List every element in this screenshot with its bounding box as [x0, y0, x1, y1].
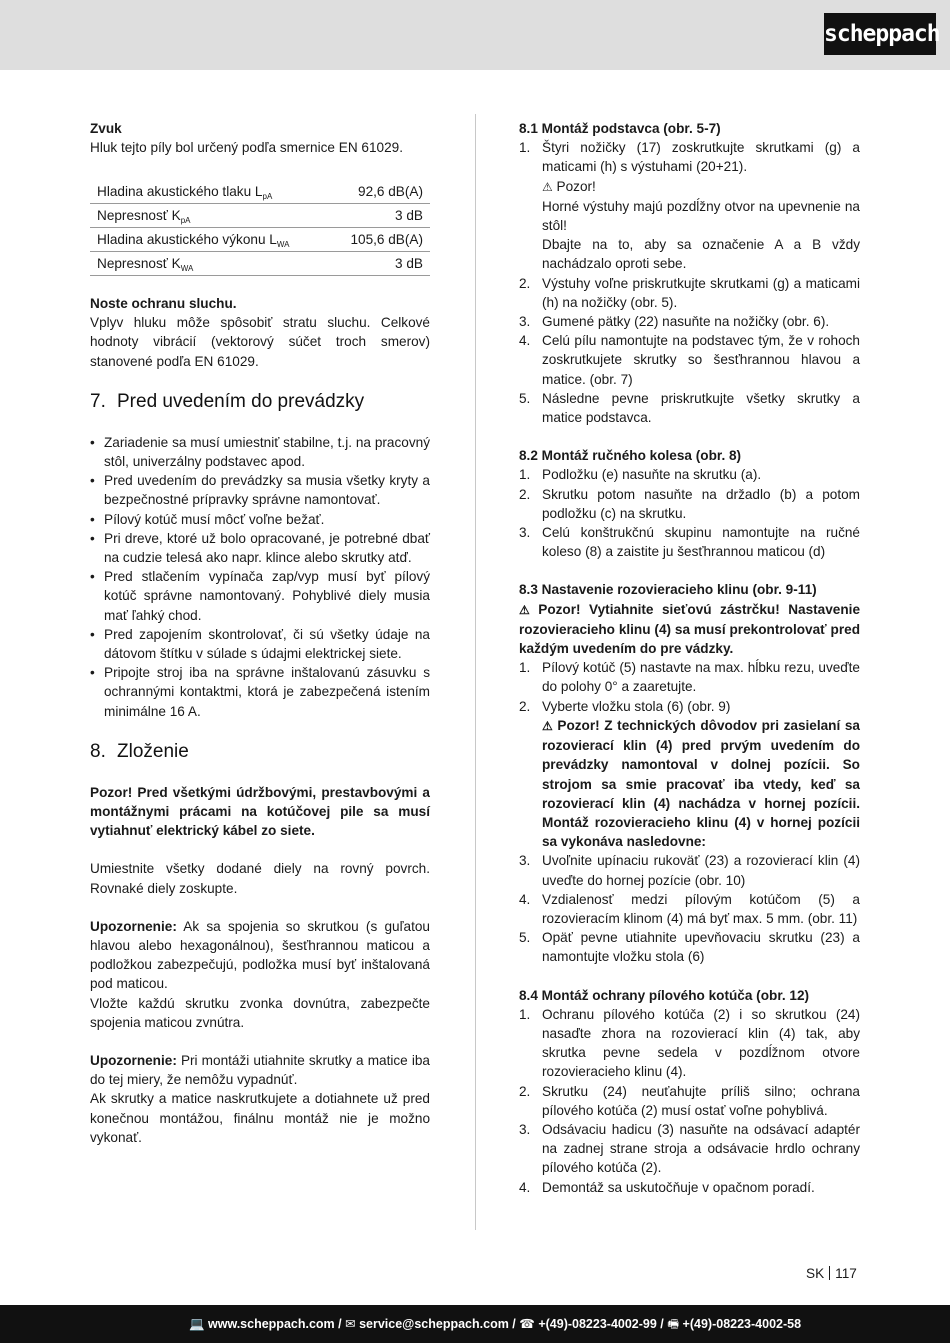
row-label: Hladina akustického tlaku L — [97, 183, 263, 199]
list-item: 1. Pílový kotúč (5) nastavte na max. hĺbku rezu, uveďte do polohy 0° a zaaretujte. — [519, 660, 860, 695]
note-label: Upozornenie: — [90, 918, 177, 934]
note-2 — [90, 1051, 430, 1089]
list-item: 2. Skrutku potom nasuňte na držadlo (b) a potom podložku (c) na skrutku. — [519, 486, 860, 521]
table-row — [90, 251, 430, 275]
section-7-list — [90, 433, 430, 721]
list-item: 2. Vyberte vložku stola (6) (obr. 9) ⚠ Pozor! Z technických dôvodov pri zasielaní sa rozovierací klin (4) pred prvým uvedením do prevádzky namontoval v dolnej pozícii. So strojom sa smie pracovať iba vtedy, keď sa rozovierací klin (4) nachádza v hornej pozícii. Montáž rozovieracieho klinu (4) v hornej pozícii sa vykonáva nasledovne: — [519, 698, 860, 850]
footer-email[interactable]: service@scheppach.com / — [359, 1317, 516, 1331]
note-1 — [90, 917, 430, 994]
mail-icon: ✉ — [345, 1317, 356, 1331]
list-item: 5. Následne pevne priskrutkujte všetky skrutky a matice podstavca. — [519, 390, 860, 426]
list-item: • Pred stlačením vypínača zap/vyp musí byť pílový kotúč správne namontovaný. Pohyblivé diely musia mať ľahký chod. — [90, 567, 430, 625]
sound-text: Hluk tejto píly bol určený podľa smernice EN 61029. — [90, 140, 404, 156]
section-8-2-list — [519, 465, 860, 561]
left-column — [90, 119, 430, 1147]
section-number: 7. — [90, 390, 106, 412]
section-number: 8. — [90, 740, 106, 762]
list-item: 2. Skrutku (24) neuťahujte príliš silno; ochrana pílového kotúča (2) musí ostať voľne pohyblivá. — [519, 1083, 860, 1118]
warning-text: Pozor! Z technických dôvodov pri zasielaní sa rozovierací klin (4) pred prvým uvedením do prevádzky namontoval v dolnej pozícii. So strojom sa smie pracovať iba vtedy, keď sa rozovierací klin (4) nachádza v hornej pozícii. Montáž rozovieracieho klinu (4) v hornej pozícii sa vykonáva nasledovne: — [542, 717, 860, 850]
row-subscript: WA — [180, 263, 194, 273]
list-item: • Pred uvedením do prevádzky sa musia všetky kryty a bezpečnostné prípravky správne namontovať. — [90, 471, 430, 509]
section-8-3-list — [519, 658, 860, 966]
page-index: 117 — [835, 1266, 857, 1281]
note-text: Ak sa spojenia so skrutkou (s guľatou hlavou alebo hexagonálnou), šesťhrannou maticou a podložkou zabezpečujú, podložka musí byť inštalovaná pod maticou. — [90, 918, 430, 992]
sound-heading: Zvuk — [90, 121, 122, 136]
row-value: 105,6 dB(A) — [330, 227, 430, 251]
section-8-heading — [90, 739, 430, 765]
section-7-heading — [90, 389, 430, 415]
warning-icon: ⚠ — [519, 602, 530, 617]
hearing-protection-text: Vplyv hluku môže spôsobiť stratu sluchu. Celkové hodnoty vibrácií (vektorový súčet troch smerov) stanovené podľa EN 61029. — [90, 315, 430, 369]
section-8-4-list — [519, 1005, 860, 1197]
footer-bar — [0, 1305, 950, 1343]
list-item: 1. Štyri nožičky (17) zoskrutkujte skrutkami (g) a maticami (h) s výstuhami (20+21). ⚠ Pozor! Horné výstuhy majú pozdĺžny otvor na upevnenie na stôl! Dbajte na to, aby sa označenie A a B vždy nachádzalo oproti sebe. — [519, 140, 860, 272]
note-2-continued: Ak skrutky a matice naskrutkujete a dotiahnete už pred konečnou montážou, finálnu montáž nie je možno vykonať. — [90, 1091, 430, 1145]
section-8-3-warning: ⚠ Pozor! Vytiahnite sieťovú zástrčku! Nastavenie rozovieracieho klinu (4) sa musí prekontrolovať pred každým uvedením do pre vádzky. — [519, 601, 861, 657]
table-row — [90, 227, 430, 251]
row-label: Nepresnosť K — [97, 207, 181, 223]
list-item: • Pred zapojením skontrolovať, či sú všetky údaje na dátovom štítku v súlade s údajmi elektrickej siete. — [90, 625, 430, 663]
table-row — [90, 203, 430, 227]
row-value: 3 dB — [330, 203, 430, 227]
list-item: 3. Celú konštrukčnú skupinu namontujte na ručné koleso (8) a zaistite ju šesťhrannou maticou (d) — [519, 525, 860, 560]
table-row — [90, 179, 430, 203]
warning-icon: ⚠ — [542, 718, 553, 733]
list-item: • Zariadenie sa musí umiestniť stabilne, t.j. na pracovný stôl, univerzálny podstavec apod. — [90, 433, 430, 471]
section-8-1-heading: 8.1 Montáž podstavca (obr. 5-7) — [519, 121, 721, 136]
row-subscript: pA — [262, 191, 273, 201]
computer-icon: 💻 — [188, 1317, 205, 1331]
list-item: 2. Výstuhy voľne priskrutkujte skrutkami (g) a maticami (h) na nožičky (obr. 5). — [519, 275, 860, 310]
warning-icon: ⚠ — [542, 179, 553, 194]
list-item: 1. Ochranu pílového kotúča (2) i so skrutkou (24) nasaďte zhora na rozovierací klin (4) tak, aby skrutka pevne sedela v pozdĺžnom otvore rozovieracieho klinu (4). — [519, 1006, 860, 1080]
footer-fax: +(49)-08223-4002-58 — [682, 1317, 802, 1331]
row-subscript: pA — [180, 215, 191, 225]
list-item: 3. Gumené pätky (22) nasuňte na nožičky (obr. 6). — [519, 314, 830, 330]
brand-logo: scheppach — [824, 13, 936, 55]
section-title: Zloženie — [117, 740, 189, 762]
note-1-continued: Vložte každú skrutku zvonka dovnútra, zabezpečte spojenia maticou zvnútra. — [90, 995, 430, 1030]
list-item: 3. Odsávaciu hadicu (3) nasuňte na odsávací adaptér na zadnej strane stroja a odsávacie hrdlo ochrany pílového kotúča (2). — [519, 1121, 860, 1176]
section-8-warning: Pozor! Pred všetkými údržbovými, prestavbovými a montážnymi prácami na kotúčovej pile sa musí vytiahnuť elektrický kábel zo siete. — [90, 784, 430, 839]
warning-label: Pozor! — [556, 178, 596, 194]
phone-icon: ☎ — [519, 1317, 535, 1331]
note-text: Pri montáži utiahnite skrutky a matice iba do tej miery, že nemôžu vypadnúť. — [90, 1053, 430, 1088]
row-value: 3 dB — [330, 251, 430, 275]
page-lang: SK — [806, 1266, 825, 1281]
list-item: 4. Celú pílu namontujte na podstavec tým, že v rohoch zoskrutkujete skrutky so šesťhrannou hlavou a matice. (obr. 7) — [519, 333, 860, 387]
hearing-protection-heading: Noste ochranu sluchu. — [90, 295, 237, 311]
page-number — [806, 1264, 857, 1283]
warning-text: Horné výstuhy majú pozdĺžny otvor na upevnenie na stôl! — [542, 198, 860, 234]
row-value: 92,6 dB(A) — [330, 179, 430, 203]
footer-web[interactable]: www.scheppach.com / — [208, 1317, 342, 1331]
list-item: 4. Vzdialenosť medzi pílovým kotúčom (5) a rozovieracím klinom (4) má byť max. 5 mm. (obr. 11) — [519, 891, 860, 926]
column-divider — [475, 114, 476, 1230]
row-label: Hladina akustického výkonu L — [97, 231, 277, 247]
row-label: Nepresnosť K — [97, 255, 181, 271]
list-item: 1. Podložku (e) nasuňte na skrutku (a). — [519, 467, 762, 483]
list-item: • Pri dreve, ktoré už bolo opracované, je potrebné dbať na cudzie telesá ako napr. klince alebo skrutky atď. — [90, 529, 430, 567]
right-column — [519, 119, 860, 1197]
list-item: • Pílový kotúč musí môcť voľne bežať. — [90, 510, 430, 529]
section-8-para: Umiestnite všetky dodané diely na rovný povrch. Rovnaké diely zoskupte. — [90, 861, 430, 896]
header-band — [0, 0, 950, 70]
warning-text: Dbajte na to, aby sa označenie A a B vždy nachádzalo oproti sebe. — [542, 237, 860, 272]
row-subscript: WA — [276, 239, 290, 249]
list-item: • Pripojte stroj iba na správne inštalovanú zásuvku s ochrannými kontaktmi, ktorá je zabezpečená istením minimálne 16 A. — [90, 663, 430, 721]
section-8-2-heading: 8.2 Montáž ručného kolesa (obr. 8) — [519, 448, 742, 464]
section-8-4-heading: 8.4 Montáž ochrany pílového kotúča (obr. 12) — [519, 987, 810, 1003]
list-item: 4. Demontáž sa uskutočňuje v opačnom poradí. — [519, 1179, 815, 1195]
note-label: Upozornenie: — [90, 1053, 177, 1068]
list-item: 3. Uvoľnite upínaciu rukoväť (23) a rozovierací klin (4) uveďte do hornej pozície (obr. 10) — [519, 853, 860, 888]
footer-phone: +(49)-08223-4002-99 / — [538, 1317, 664, 1331]
section-8-1-list — [519, 138, 860, 427]
list-item: 5. Opäť pevne utiahnite upevňovaciu skrutku (23) a namontujte vložku stola (6) — [519, 930, 860, 965]
section-title: Pred uvedením do prevádzky — [117, 390, 365, 412]
sound-table — [90, 179, 430, 276]
section-8-3-heading: 8.3 Nastavenie rozovieracieho klinu (obr. 9-11) — [519, 582, 817, 598]
fax-icon: 🖷 — [667, 1317, 680, 1331]
